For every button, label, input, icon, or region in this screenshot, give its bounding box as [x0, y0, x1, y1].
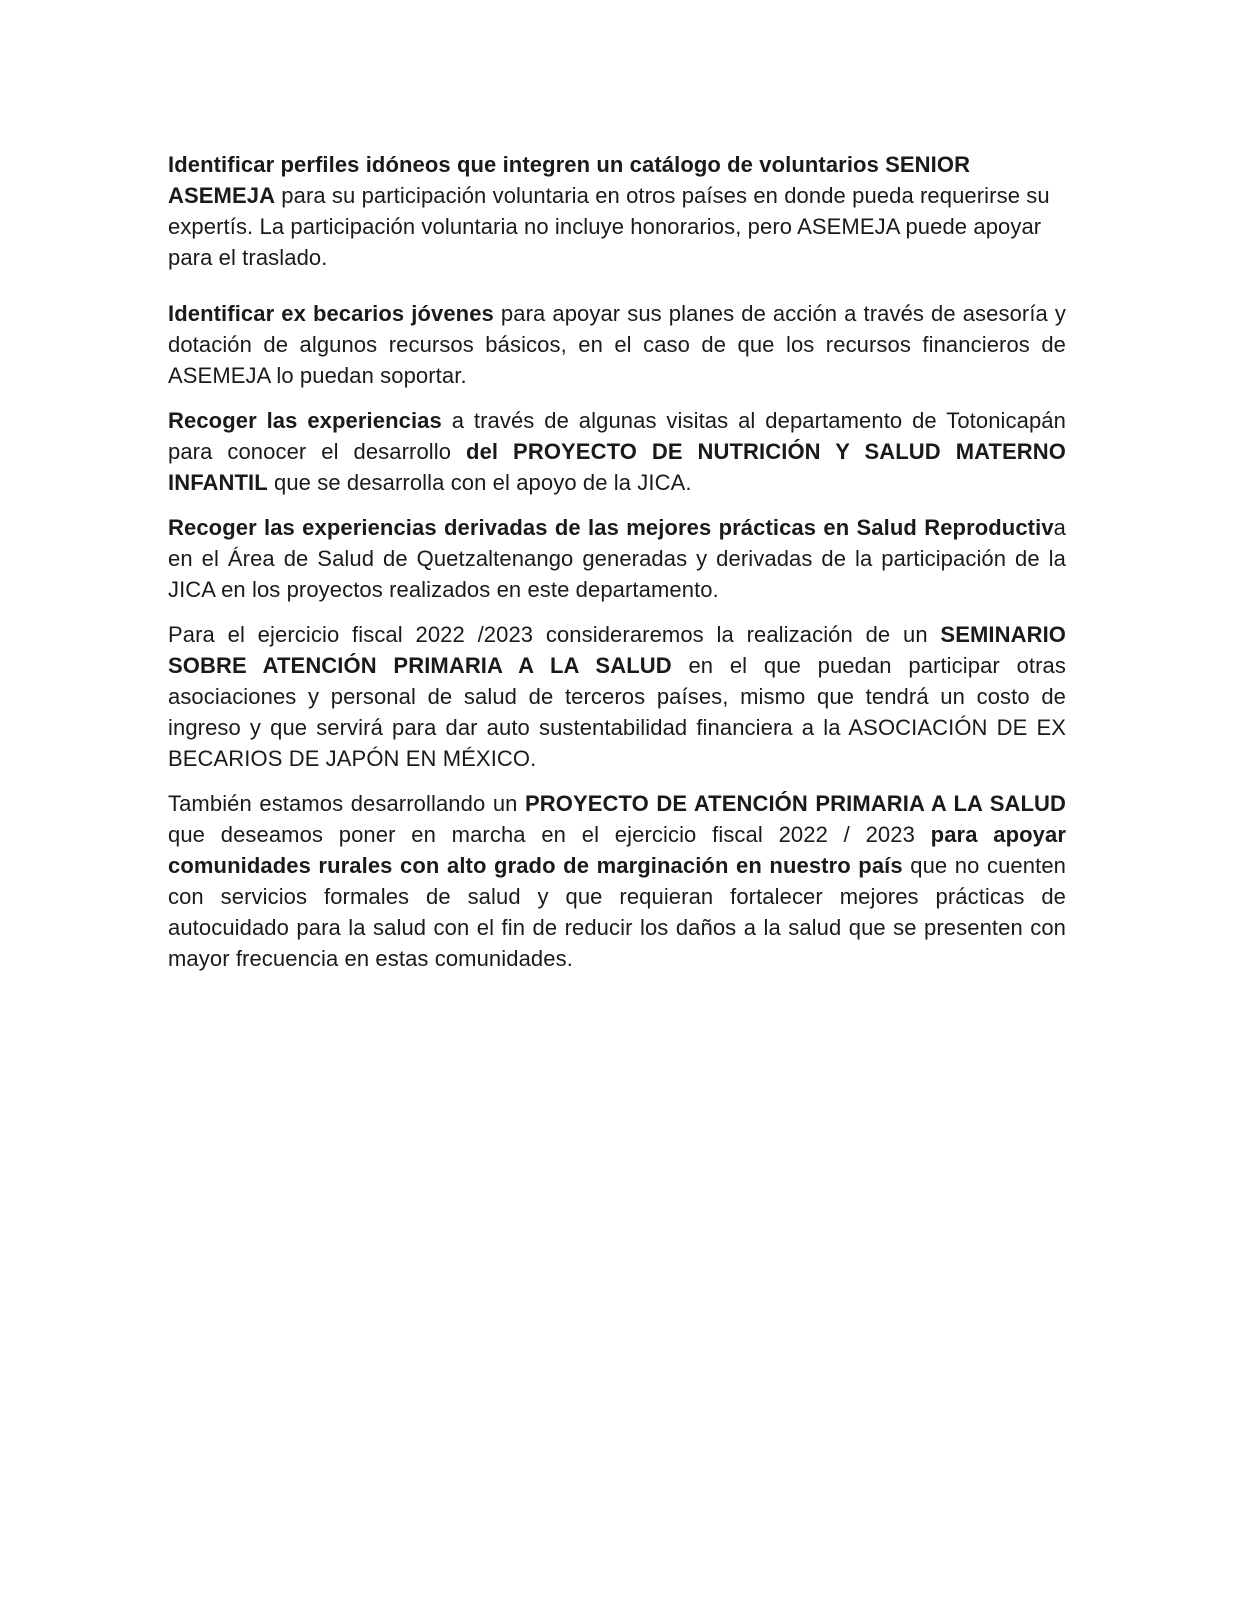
text-run: que no cuenten con servicios formales de salud y que requieran fortalecer mejores prácticas de autocuidado para la salud con el fin de reducir los daños a la salud que se presenten con mayor frecuencia en estas comunidades. [168, 853, 1066, 971]
text-run-bold: Identificar ex becarios jóvenes [168, 301, 494, 326]
text-run: que deseamos poner en marcha en el ejercicio fiscal 2022 / 2023 [168, 822, 931, 847]
paragraph [168, 298, 1066, 391]
text-run-bold: Identificar perfiles idóneos que integren un catálogo de voluntarios SENIOR ASEMEJA [168, 152, 971, 208]
text-run-bold: para apoyar comunidades rurales con alto grado de marginación en nuestro país [168, 822, 1066, 878]
text-run: que se desarrolla con el apoyo de la JICA. [267, 470, 692, 495]
text-run: También estamos desarrollando un [168, 791, 525, 816]
text-run: para su participación voluntaria en otros países en donde pueda requerirse su expertís. La participación voluntaria no incluye honorarios, pero ASEMEJA puede apoyar para el traslado. [168, 183, 1050, 270]
paragraph [168, 512, 1066, 605]
text-run-bold: Recoger las experiencias derivadas de las mejores prácticas en Salud Reproductiv [168, 515, 1054, 540]
text-run: a través de algunas visitas al departamento de Totonicapán para conocer el desarrollo [168, 408, 1066, 464]
paragraph [168, 619, 1066, 774]
text-run: a en el Área de Salud de Quetzaltenango generadas y derivadas de la participación de la JICA en los proyectos realizados en este departamento. [168, 515, 1066, 602]
paragraph [168, 149, 1066, 273]
text-run-bold: del PROYECTO DE NUTRICIÓN Y SALUD MATERNO INFANTIL [168, 439, 1066, 495]
paragraph [168, 405, 1066, 498]
text-run: para apoyar sus planes de acción a través de asesoría y dotación de algunos recursos básicos, en el caso de que los recursos financieros de ASEMEJA lo puedan soportar. [168, 301, 1067, 388]
text-run-bold: PROYECTO DE ATENCIÓN PRIMARIA A LA SALUD [525, 791, 1066, 816]
text-run-bold: Recoger las experiencias [168, 408, 442, 433]
text-run: Para el ejercicio fiscal 2022 /2023 consideraremos la realización de un [168, 622, 941, 647]
text-run: en el que puedan participar otras asociaciones y personal de salud de terceros países, mismo que tendrá un costo de ingreso y que servirá para dar auto sustentabilidad financiera a la ASOCIACIÓN DE EX BECARIOS DE JAPÓN EN MÉXICO. [168, 653, 1066, 771]
text-run-bold: SEMINARIO SOBRE ATENCIÓN PRIMARIA A LA SALUD [168, 622, 1066, 678]
paragraph [168, 788, 1066, 974]
